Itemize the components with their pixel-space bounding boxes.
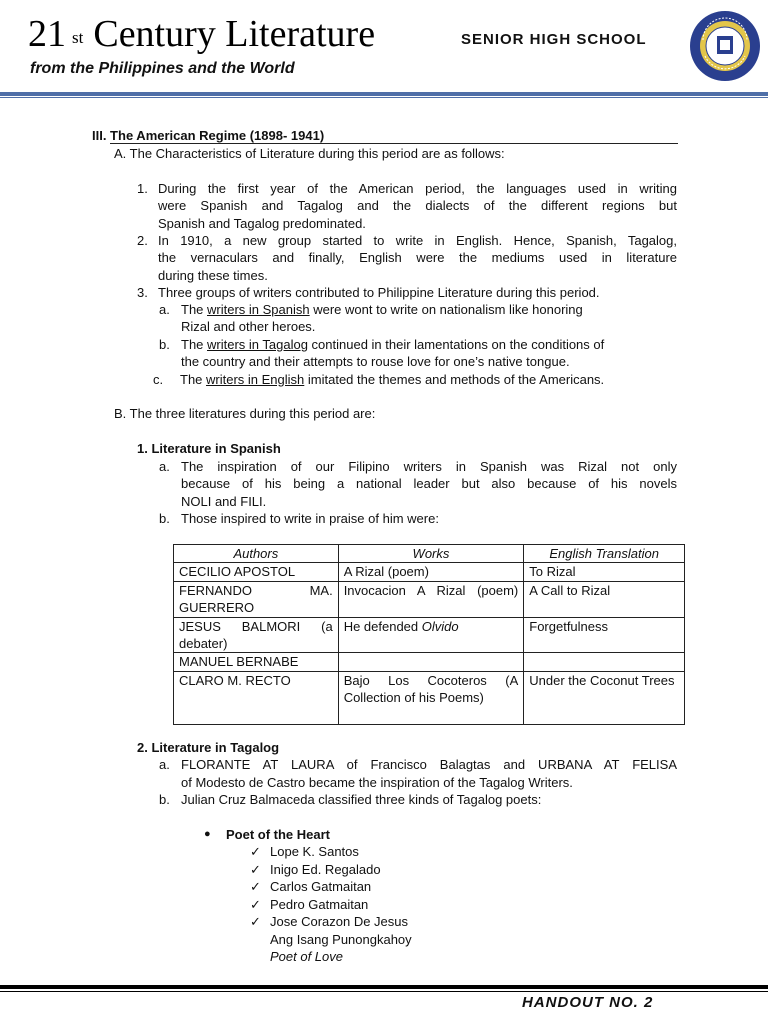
spanish-a-text: The inspiration of our Filipino writers in Spanish was Rizal not only (181, 459, 677, 474)
sub-label: c. (153, 372, 164, 387)
poet-category: Poet of the Heart (226, 827, 331, 842)
point-number: 3. (137, 285, 148, 300)
checkmark-icon: ✓ (250, 844, 261, 859)
table-header-row (174, 545, 685, 563)
checkmark-icon: ✓ (250, 897, 261, 912)
point-text: the vernaculars and finally, English were the mediums used in literature (158, 250, 677, 265)
work-cell (338, 653, 524, 671)
poem-title: Ang Isang Punongkahoy (270, 932, 412, 947)
school-seal-icon (689, 10, 761, 82)
table-row (174, 653, 685, 671)
translation-cell: Under the Coconut Trees (524, 671, 685, 724)
document-subtitle: from the Philippines and the World (30, 60, 295, 77)
spanish-writers-table (173, 544, 685, 725)
work-cell: Bajo Los Cocoteros (A Collection of his Poems) (338, 671, 524, 724)
section-underline (110, 143, 678, 144)
table-row (174, 563, 685, 581)
title-text: Century Literature (93, 13, 376, 55)
list-item: ✓ Carlos Gatmaitan (250, 879, 372, 894)
checkmark-icon: ✓ (250, 879, 261, 894)
table-row (174, 671, 685, 724)
point-text: during these times. (158, 268, 268, 283)
sub-label: b. (159, 792, 170, 807)
list-item: ✓ Lope K. Santos (250, 844, 359, 859)
tagalog-heading: 2. Literature in Tagalog (137, 740, 280, 755)
spanish-heading: 1. Literature in Spanish (137, 441, 281, 456)
column-header: Works (338, 545, 524, 563)
section-b-intro: B. The three literatures during this period are: (114, 406, 376, 421)
tagalog-a-text: FLORANTE AT LAURA of Francisco Balagtas and URBANA AT FELISA (181, 757, 677, 772)
point-text: In 1910, a new group started to write in English. Hence, Spanish, Tagalog, (158, 233, 677, 248)
checkmark-icon: ✓ (250, 914, 261, 929)
title-number: 21 (28, 13, 66, 55)
list-item: ✓ Pedro Gatmaitan (250, 897, 369, 912)
school-label: SENIOR HIGH SCHOOL (461, 31, 647, 48)
spanish-a-text: because of his being a national leader but also because of his novels (181, 476, 677, 491)
author-cell: MANUEL BERNABE (174, 653, 339, 671)
document-title (28, 12, 375, 56)
header-divider-thin (0, 97, 768, 98)
footer-divider-thin (0, 991, 768, 992)
section-a-intro: A. The Characteristics of Literature during this period are as follows: (114, 146, 505, 161)
sub-label: a. (159, 757, 170, 772)
point-text: were Spanish and Tagalog and the dialects of the different regions but (158, 198, 677, 213)
sub-label: b. (159, 511, 170, 526)
point-number: 1. (137, 181, 148, 196)
work-cell: Invocacion A Rizal (poem) (338, 581, 524, 617)
poet-epithet: Poet of Love (270, 949, 343, 964)
sub-point-a: The writers in Spanish were wont to write on nationalism like honoring (181, 302, 583, 317)
author-cell: JESUS BALMORI (a debater) (174, 617, 339, 653)
point-text: Three groups of writers contributed to Philippine Literature during this period. (158, 285, 600, 300)
tagalog-b-text: Julian Cruz Balmaceda classified three kinds of Tagalog poets: (181, 792, 542, 807)
writers-english-link: writers in English (206, 372, 305, 387)
translation-cell: To Rizal (524, 563, 685, 581)
title-superscript: st (72, 28, 84, 47)
spanish-a-text: NOLI and FILI. (181, 494, 267, 509)
point-text: Spanish and Tagalog predominated. (158, 216, 366, 231)
sub-label: a. (159, 459, 170, 474)
section-heading: III. The American Regime (1898- 1941) (92, 128, 325, 143)
column-header: English Translation (524, 545, 685, 563)
sub-point-text: Rizal and other heroes. (181, 319, 316, 334)
footer-divider (0, 985, 768, 989)
sub-point-text: the country and their attempts to rouse love for one’s native tongue. (181, 354, 570, 369)
tagalog-a-text: of Modesto de Castro became the inspiration of the Tagalog Writers. (181, 775, 573, 790)
translation-cell: A Call to Rizal (524, 581, 685, 617)
list-item: ✓ Inigo Ed. Regalado (250, 862, 381, 877)
column-header: Authors (174, 545, 339, 563)
sub-label: b. (159, 337, 170, 352)
header-divider (0, 92, 768, 96)
writers-spanish-link: writers in Spanish (207, 302, 310, 317)
bullet-icon: ● (204, 828, 211, 840)
point-text: During the first year of the American period, the languages used in writing (158, 181, 677, 196)
work-cell: A Rizal (poem) (338, 563, 524, 581)
author-cell: CECILIO APOSTOL (174, 563, 339, 581)
sub-point-b: The writers in Tagalog continued in their lamentations on the conditions of (181, 337, 605, 352)
translation-cell: Forgetfulness (524, 617, 685, 653)
sub-label: a. (159, 302, 170, 317)
table-row (174, 617, 685, 653)
work-cell: He defended Olvido (338, 617, 524, 653)
spanish-b-text: Those inspired to write in praise of him were: (181, 511, 439, 526)
handout-label: HANDOUT NO. 2 (522, 994, 654, 1011)
list-item: ✓ Jose Corazon De Jesus (250, 914, 409, 929)
checkmark-icon: ✓ (250, 862, 261, 877)
point-number: 2. (137, 233, 148, 248)
translation-cell (524, 653, 685, 671)
writers-tagalog-link: writers in Tagalog (207, 337, 308, 352)
sub-point-c: The writers in English imitated the themes and methods of the Americans. (180, 372, 605, 387)
author-cell: FERNANDO MA. GUERRERO (174, 581, 339, 617)
author-cell: CLARO M. RECTO (174, 671, 339, 724)
table-row (174, 581, 685, 617)
